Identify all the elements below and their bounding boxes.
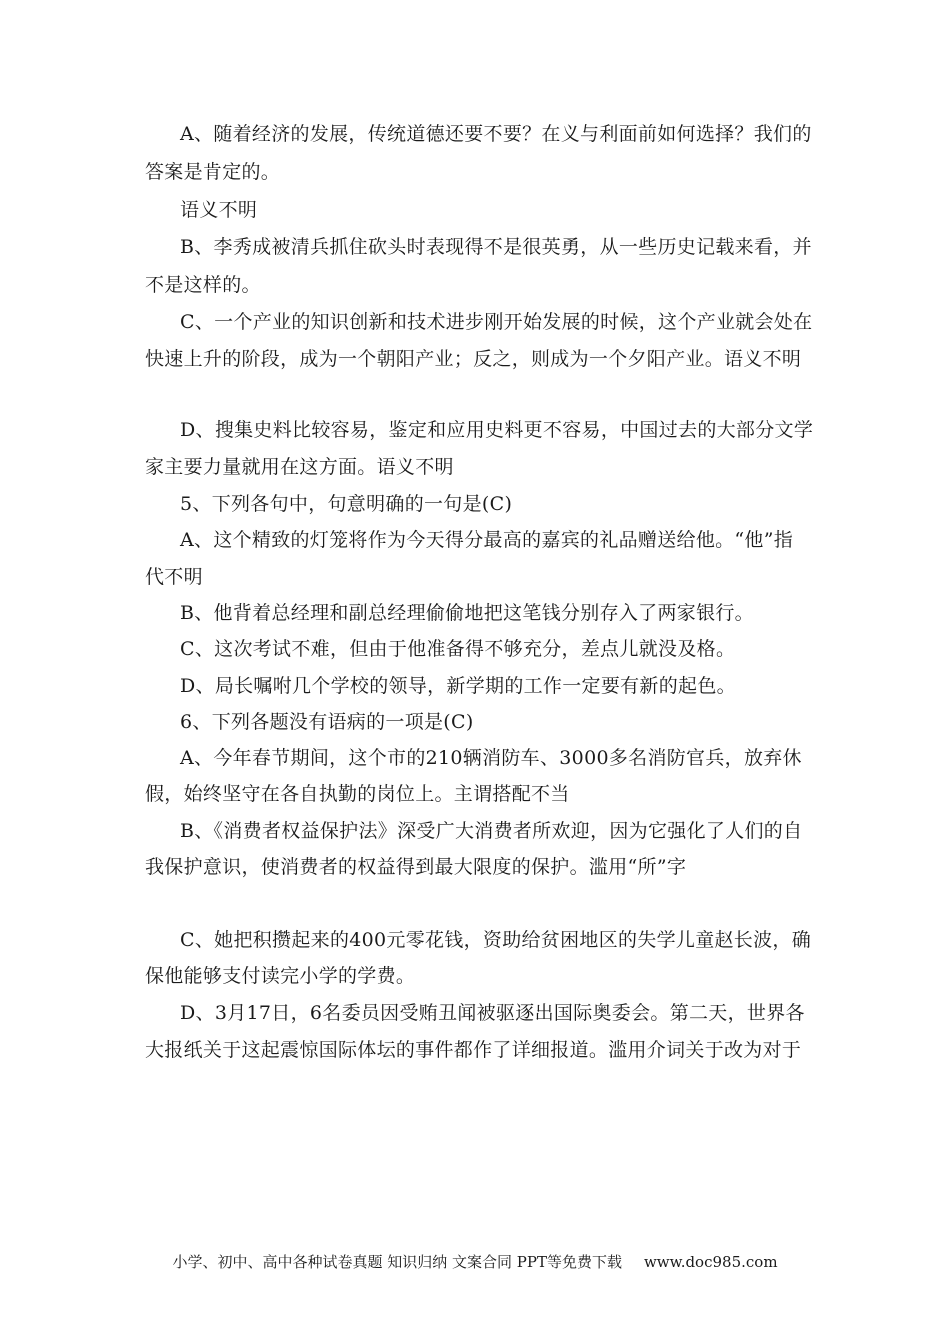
text-line: A、这个精致的灯笼将作为今天得分最高的嘉宾的礼品赠送给他。“他”指 — [180, 529, 794, 551]
text-line: 保他能够支付读完小学的学费。 — [145, 965, 416, 987]
text-line: B、李秀成被清兵抓住砍头时表现得不是很英勇，从一些历史记载来看，并 — [180, 236, 812, 258]
text-line: A、随着经济的发展，传统道德还要不要？在义与利面前如何选择？我们的 — [180, 123, 812, 145]
text-line: A、今年春节期间，这个市的210辆消防车、3000多名消防官兵，放弃休 — [180, 747, 802, 769]
text-line: D、局长嘱咐几个学校的领导，新学期的工作一定要有新的起色。 — [180, 675, 736, 697]
text-line: 大报纸关于这起震惊国际体坛的事件都作了详细报道。滥用介词关于改为对于 — [145, 1039, 802, 1061]
question-heading: 5、下列各句中，句意明确的一句是(C) — [180, 493, 513, 515]
text-line: D、3月17日，6名委员因受贿丑闻被驱逐出国际奥委会。第二天，世界各 — [180, 1002, 805, 1024]
footer-text: 小学、初中、高中各种试卷真题 知识归纳 文案合同 PPT等免费下载 — [172, 1253, 622, 1271]
text-line: 不是这样的。 — [145, 274, 261, 296]
text-line: C、她把积攒起来的400元零花钱，资助给贫困地区的失学儿童赵长波，确 — [180, 929, 812, 951]
text-line: 快速上升的阶段，成为一个朝阳产业；反之，则成为一个夕阳产业。语义不明 — [145, 348, 802, 370]
text-line: 假，始终坚守在各自执勤的岗位上。主谓搭配不当 — [145, 783, 570, 805]
text-line: B、他背着总经理和副总经理偷偷地把这笔钱分别存入了两家银行。 — [180, 602, 754, 624]
text-line: C、这次考试不难，但由于他准备得不够充分，差点儿就没及格。 — [180, 638, 736, 660]
text-line: C、一个产业的知识创新和技术进步刚开始发展的时候，这个产业就会处在 — [180, 311, 813, 333]
text-line: 家主要力量就用在这方面。语义不明 — [145, 456, 454, 478]
text-line: 答案是肯定的。 — [145, 161, 281, 183]
question-heading: 6、下列各题没有语病的一项是(C) — [180, 711, 474, 733]
text-line: B、《消费者权益保护法》深受广大消费者所欢迎，因为它强化了人们的自 — [180, 820, 803, 842]
text-line: D、搜集史料比较容易，鉴定和应用史料更不容易，中国过去的大部分文学 — [180, 419, 814, 441]
text-line: 语义不明 — [180, 199, 258, 221]
footer-url[interactable]: www.doc985.com — [643, 1253, 778, 1271]
text-line: 我保护意识，使消费者的权益得到最大限度的保护。滥用“所”字 — [145, 856, 687, 878]
page-footer — [0, 1252, 950, 1272]
text-line: 代不明 — [145, 566, 203, 588]
